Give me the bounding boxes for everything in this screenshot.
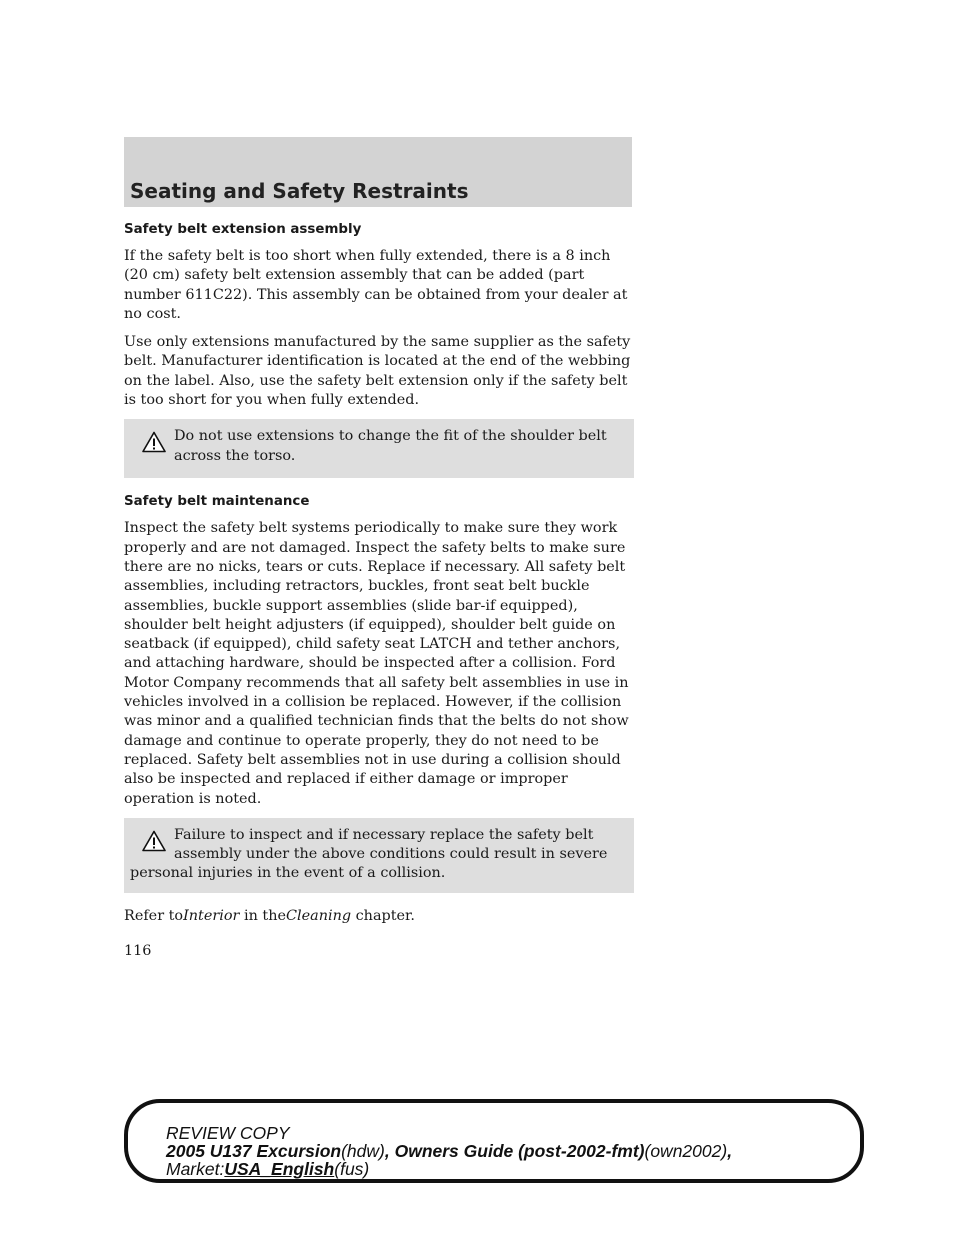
paragraph-extension-usage: Use only extensions manufactured by the same supplier as the safety belt. Manufacturer identification is located at the end of the webbing on the label. Also, use the safety belt extension only if the safety belt is too short for you when fully extended.	[124, 334, 631, 409]
review-copy-text	[166, 1124, 732, 1178]
warning-text-maintenance	[130, 826, 624, 884]
refer-paragraph	[124, 907, 634, 926]
warning-box-maintenance	[124, 818, 634, 893]
section-heading-extension: Safety belt extension assembly	[124, 222, 362, 237]
refer-mid: in the	[243, 907, 286, 924]
page-number: 116	[124, 943, 152, 959]
refer-prefix: Refer to	[124, 907, 184, 924]
warning-triangle-icon	[142, 431, 166, 453]
refer-link-interior: Interior	[183, 907, 240, 924]
paragraph-maintenance: Inspect the safety belt systems periodically to make sure they work properly and are not damaged. Inspect the safety belts to make sure there are no nicks, tears or cuts. Replace if necessary. All safety belt assemblies, including retractors, buckles, front seat belt buckle assemblies, buckle support assemblies (slide bar-if equipped), shoulder belt height adjusters (if equipped), shoulder belt guide on seatback (if equipped), child safety seat LATCH and tether anchors, and attaching hardware, should be inspected after a collision. Ford Motor Company recommends that all safety belt assemblies in use in vehicles involved in a collision be replaced. However, if the collision was minor and a qualified technician finds that the belts do not show damage and continue to operate properly, they do not need to be replaced. Safety belt assemblies not in use during a collision should also be inspected and replaced if either damage or improper operation is noted.	[124, 520, 629, 807]
page-content	[124, 220, 634, 935]
guide-code: (own2002)	[644, 1141, 728, 1161]
warning-triangle-icon	[142, 830, 166, 852]
warning-box-extension	[124, 419, 634, 478]
refer-suffix: chapter.	[355, 907, 415, 924]
market-value: USA_English	[224, 1159, 335, 1179]
market-label: Market:	[166, 1159, 225, 1179]
section-heading-maintenance: Safety belt maintenance	[124, 494, 310, 510]
market-code: (fus)	[334, 1159, 370, 1179]
warning-text-extension: Do not use extensions to change the fit of the shoulder belt across the torso.	[174, 428, 607, 464]
model-code: (hdw)	[341, 1141, 385, 1161]
warning-line-2: assembly under the above conditions could result in severe	[174, 846, 608, 863]
guide-name: , Owners Guide (post-2002-fmt)	[384, 1141, 645, 1161]
review-line-1: REVIEW COPY	[166, 1123, 290, 1143]
chapter-header	[124, 137, 632, 207]
model-name: 2005 U137 Excursion	[166, 1141, 342, 1161]
chapter-title: Seating and Safety Restraints	[130, 179, 469, 203]
guide-comma: ,	[727, 1141, 733, 1161]
review-line-3	[166, 1160, 732, 1178]
review-line-2	[166, 1142, 732, 1160]
paragraph-extension-intro: If the safety belt is too short when fully extended, there is a 8 inch (20 cm) safety belt extension assembly that can be added (part number 611C22). This assembly can be obtained from your dealer at no cost.	[124, 248, 628, 322]
warning-line-3: personal injuries in the event of a collision.	[130, 865, 446, 882]
refer-link-cleaning: Cleaning	[285, 907, 352, 924]
warning-line-1: Failure to inspect and if necessary replace the safety belt	[174, 826, 594, 843]
